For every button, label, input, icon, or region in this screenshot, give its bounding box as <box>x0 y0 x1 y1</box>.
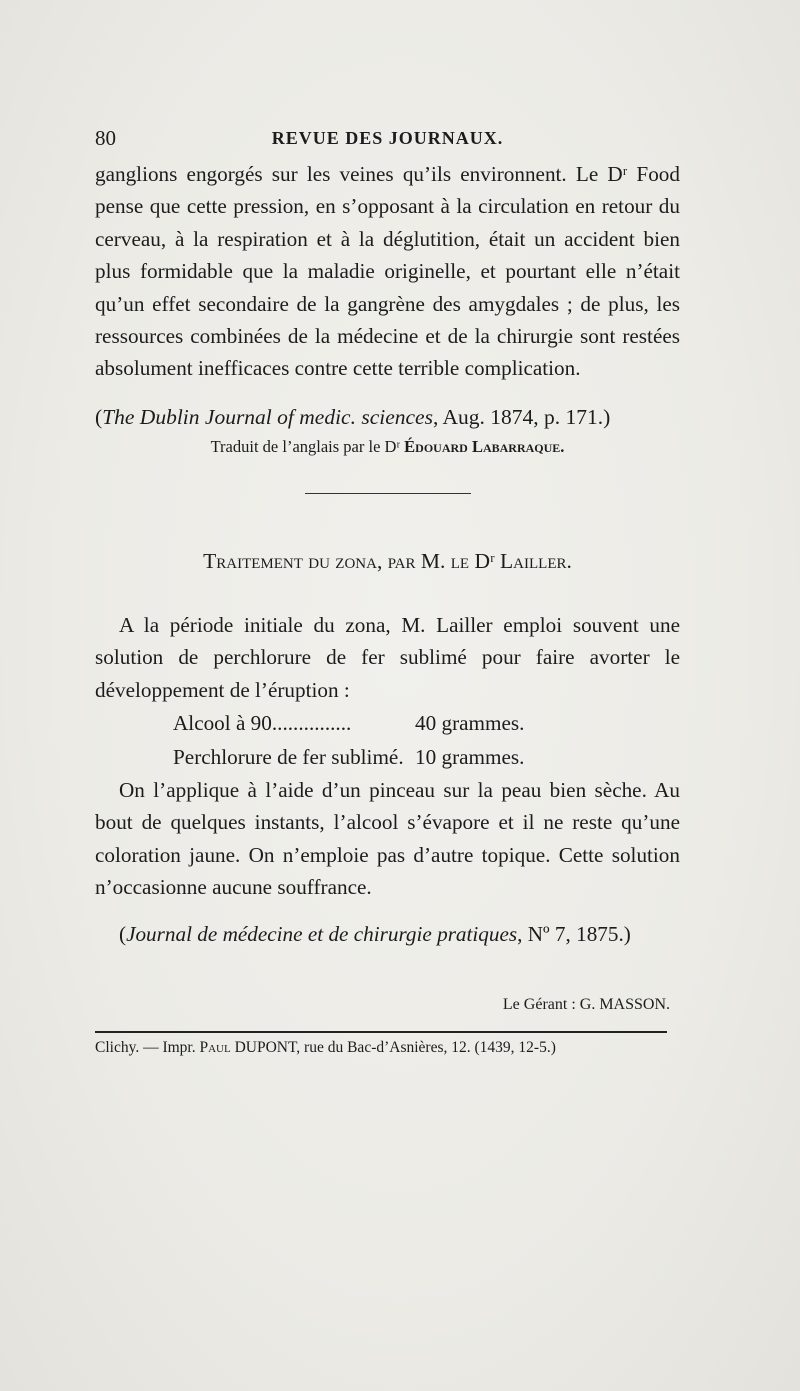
article2-paragraph2: On l’applique à l’aide d’un pinceau sur la peau bien sèche. Au bout de quelques instants, l’alcool s’évapore et il ne reste qu’une coloration jaune. On n’emploie pas d’autre topique. Cette solution n’occasionne aucune souffrance. <box>95 778 680 900</box>
article1-source <box>95 401 680 433</box>
imprint-rest: DUPONT, rue du Bac-d’Asnières, 12. (1439, 12-5.) <box>230 1038 556 1056</box>
page-content <box>95 126 680 1059</box>
formula-ingredient: Alcool à 90............... <box>173 711 352 736</box>
article1-source-journal: The Dublin Journal of medic. sciences <box>102 404 433 429</box>
imprint-line <box>95 1037 680 1059</box>
translator-prefix: Traduit de l’anglais par le Dʳ <box>210 436 405 456</box>
running-head <box>95 126 680 158</box>
article2-source-journal: Journal de médecine et de chirurgie pratiques <box>126 921 518 946</box>
footer-rule <box>95 1031 667 1033</box>
formula-quantity: 40 grammes. <box>415 711 525 736</box>
gerant-line: Le Gérant : G. MASSON. <box>502 995 670 1013</box>
page-number: 80 <box>95 126 116 150</box>
article2-paragraph1: A la période initiale du zona, M. Lailler emploi souvent une solution de perchlorure de fer sublimé pour faire avorter le développement de l’éruption : <box>95 612 680 702</box>
section-divider <box>305 493 471 494</box>
formula-ingredient: Perchlorure de fer sublimé. <box>173 745 404 770</box>
formula-quantity: 10 grammes. <box>415 745 525 770</box>
running-title: REVUE DES JOURNAUX. <box>271 128 504 148</box>
imprint-prefix: Clichy. — Impr. <box>95 1038 200 1056</box>
article1-source-open: ( <box>95 404 103 429</box>
formula-line <box>95 706 680 740</box>
formula <box>95 706 680 774</box>
translator-credit <box>95 435 680 459</box>
article2-source-open: ( <box>119 921 127 946</box>
formula-line <box>95 740 680 774</box>
article1-paragraph: ganglions engorgés sur les veines qu’ils environnent. Le Dʳ Food pense que cette pression, en s’opposant à la circulation en retour du cerveau, à la respiration et à la déglutition, était un accident bien plus formidable que la maladie originelle, et pourtant elle n’était qu’un effet secondaire de la gangrène des amygdales ; de plus, les ressources combinées de la médecine et de la chirurgie sont restées absolument inefficaces contre cette terrible complication. <box>95 162 680 381</box>
article2-source-rest: , Nº 7, 1875.) <box>517 921 631 946</box>
translator-name: Édouard Labarraque. <box>404 436 565 456</box>
article1-source-rest: , Aug. 1874, p. 171.) <box>432 404 611 429</box>
article2-title: Traitement du zona, par M. le Dʳ Lailler. <box>203 548 572 573</box>
article2-source <box>95 918 680 950</box>
imprint-name: Paul <box>199 1038 231 1056</box>
